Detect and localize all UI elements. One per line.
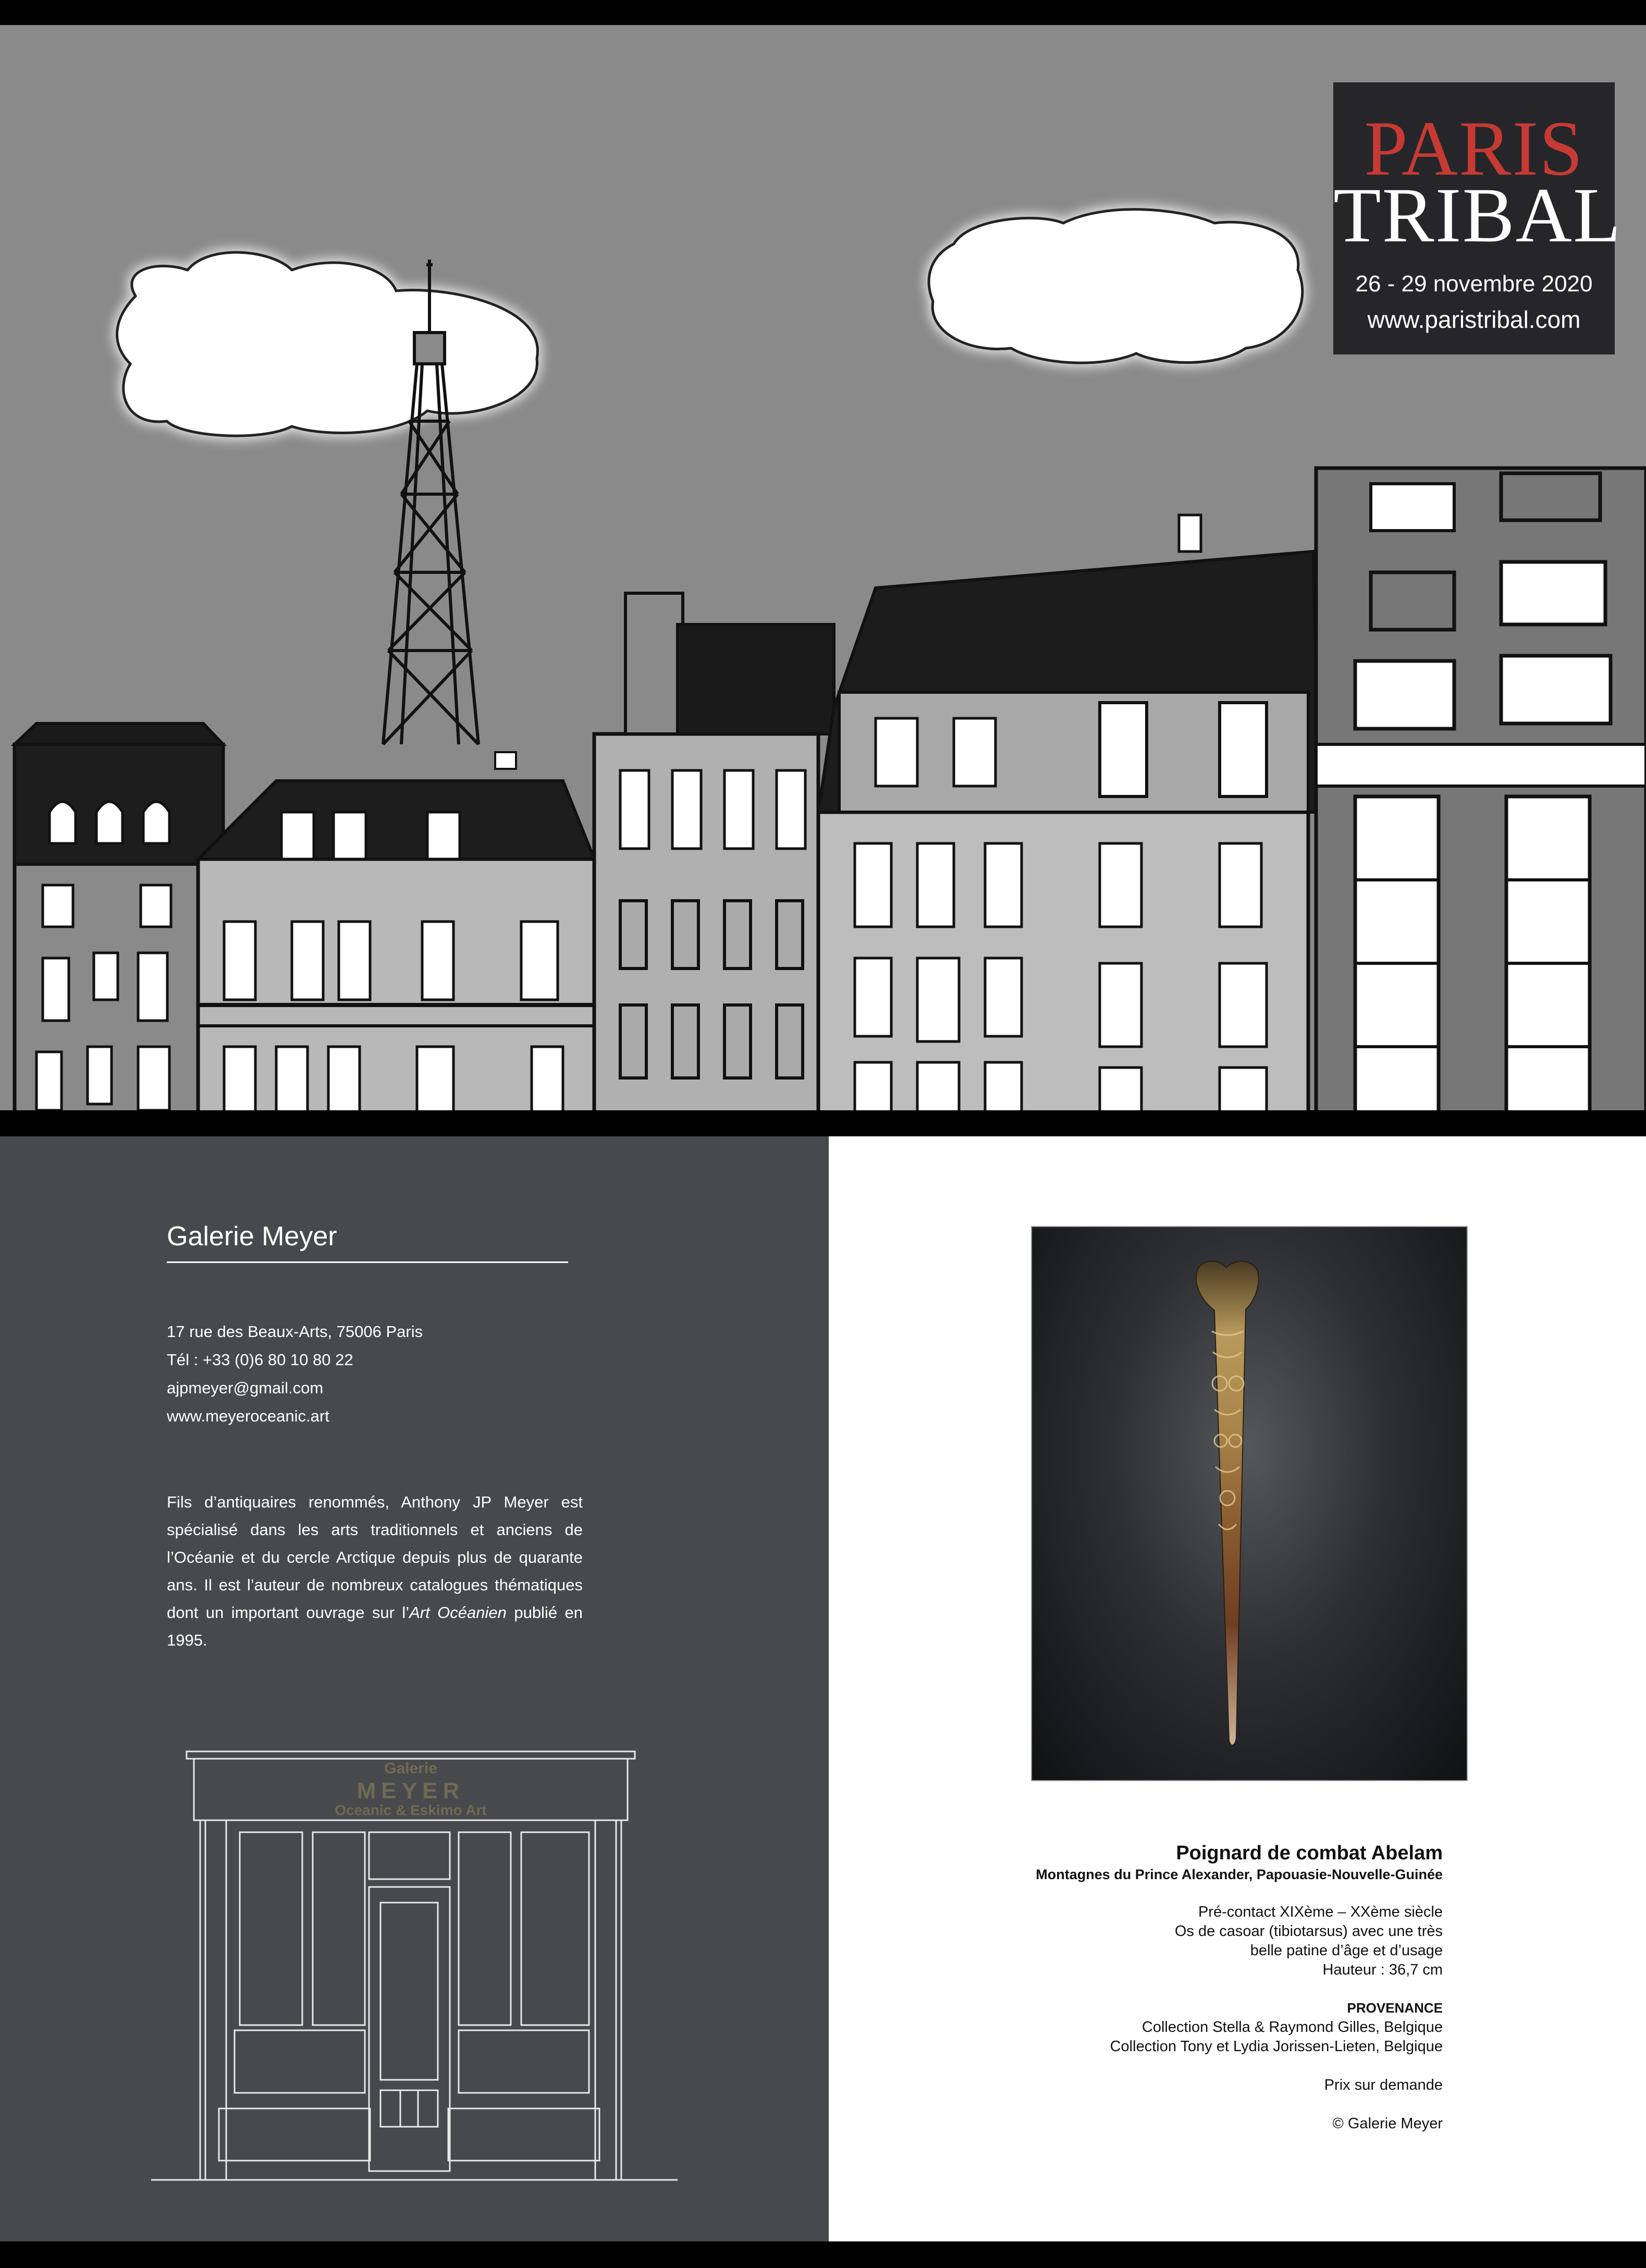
- storefront-sign-line1: Galerie: [384, 1760, 437, 1777]
- badge-line1: PARIS: [1364, 105, 1584, 192]
- gallery-bio: [167, 1488, 583, 1654]
- contact-phone[interactable]: Tél : +33 (0)6 80 10 80 22: [167, 1351, 353, 1369]
- building-c: [594, 593, 834, 1110]
- storefront-sign-line2: MEYER: [357, 1778, 465, 1804]
- gallery-contact: [167, 1318, 423, 1430]
- storefront-sign-line3: Oceanic & Eskimo Art: [335, 1802, 487, 1818]
- artwork-detail-line: belle patine d’âge et d’usage: [1250, 1942, 1443, 1959]
- bio-text-start: Fils d’antiquaires renommés, Anthony JP Meyer est spécialisé dans les arts traditionnels et anciens de l’Océanie et du cercle Arctique depuis plus de quarante ans. Il est l’auteur de nombreux catalogues thématiques dont un important ouvrage sur l’: [167, 1493, 583, 1622]
- bio-text-end: publié en 1995.: [167, 1603, 583, 1649]
- artwork-panel: [829, 1136, 1646, 2241]
- artwork-detail-line: Hauteur : 36,7 cm: [1322, 1961, 1443, 1978]
- gallery-name: Galerie Meyer: [167, 1221, 337, 1252]
- badge-dates: 26 - 29 novembre 2020: [1355, 271, 1593, 297]
- gallery-info-panel: [0, 1136, 829, 2241]
- storefront-drawing: [151, 1746, 683, 2205]
- artwork-origin: Montagnes du Prince Alexander, Papouasie-Nouvelle-Guinée: [1036, 1867, 1443, 1882]
- bio-book-title: Art Océanien: [409, 1603, 507, 1622]
- paris-tribal-badge: [1333, 82, 1622, 354]
- middle-border: [0, 1110, 1646, 1136]
- building-d: [818, 515, 1319, 1110]
- dagger-image: [1032, 1227, 1468, 1781]
- artwork-caption: [869, 1841, 1443, 2134]
- artwork-details: [869, 1903, 1443, 1980]
- cloud-left: [117, 252, 538, 436]
- artwork-copyright: © Galerie Meyer: [1332, 2115, 1443, 2132]
- building-b: [198, 752, 594, 1110]
- artwork-detail-line: Os de casoar (tibiotarsus) avec une très: [1174, 1923, 1443, 1940]
- cloud-right: [929, 210, 1303, 363]
- artwork-title: Poignard de combat Abelam: [1176, 1842, 1443, 1864]
- top-border: [0, 0, 1646, 25]
- artwork-price: Prix sur demande: [1324, 2077, 1443, 2093]
- provenance-line: Collection Stella & Raymond Gilles, Belgique: [1141, 2019, 1443, 2036]
- badge-url[interactable]: www.paristribal.com: [1367, 306, 1581, 333]
- provenance-heading: PROVENANCE: [1347, 2000, 1443, 2016]
- artwork-photo: [1031, 1226, 1468, 1781]
- badge-line2: TRIBAL: [1333, 172, 1622, 259]
- contact-website[interactable]: www.meyeroceanic.art: [167, 1407, 329, 1425]
- artwork-provenance: [869, 1999, 1443, 2056]
- paris-skyline-illustration: [0, 25, 1646, 1110]
- building-e: [1316, 468, 1646, 1110]
- gallery-name-underline: [167, 1261, 568, 1263]
- bottom-border: [0, 2241, 1646, 2268]
- building-a: [15, 724, 223, 1110]
- artwork-detail-line: Pré-contact XIXème – XXème siècle: [1198, 1904, 1443, 1920]
- contact-address: 17 rue des Beaux-Arts, 75006 Paris: [167, 1322, 423, 1341]
- provenance-line: Collection Tony et Lydia Jorissen-Lieten, Belgique: [1110, 2038, 1443, 2055]
- contact-email[interactable]: ajpmeyer@gmail.com: [167, 1379, 324, 1397]
